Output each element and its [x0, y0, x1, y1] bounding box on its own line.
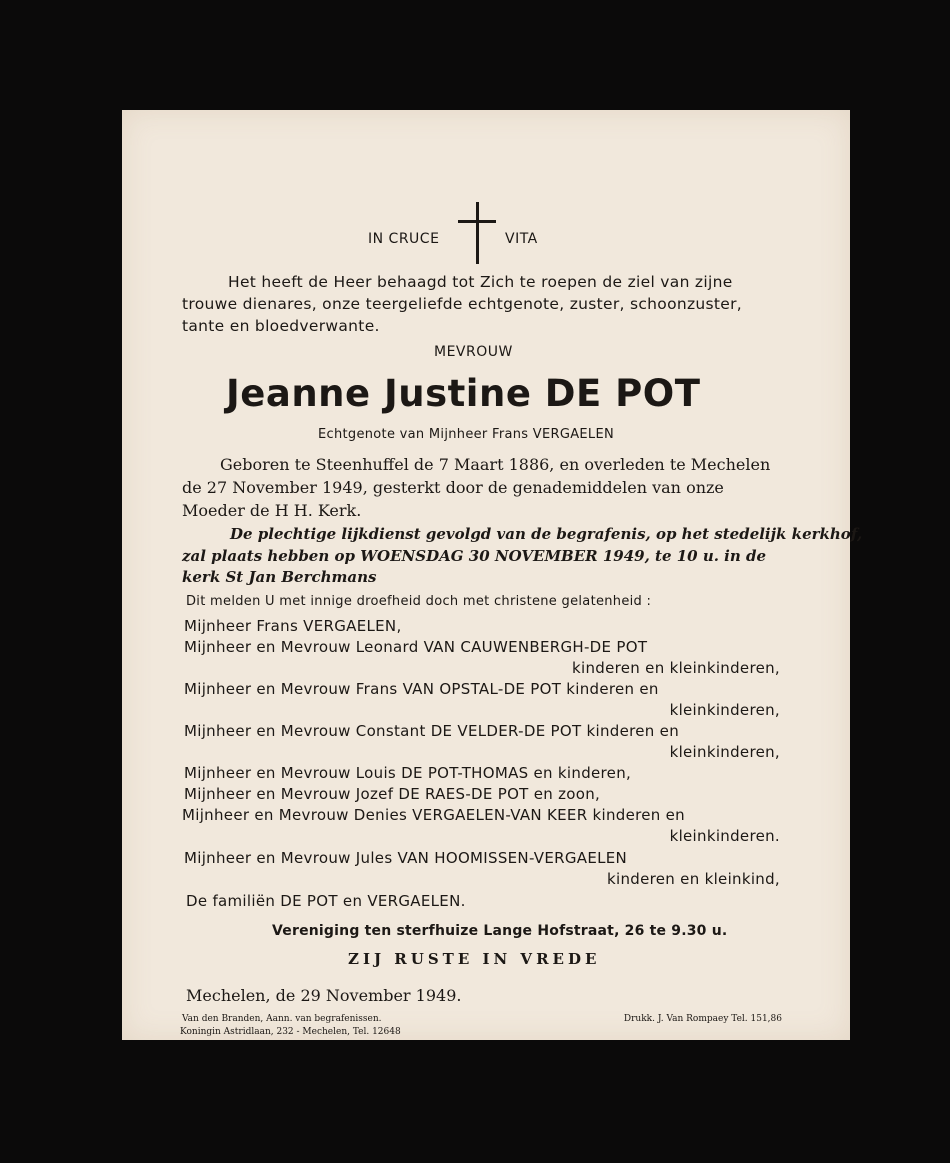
- family-line: Mijnheer Frans VERGAELEN,: [184, 617, 402, 635]
- family-line: kleinkinderen,: [669, 701, 780, 719]
- funeral-line-1: De plechtige lijkdienst gevolgd van de begrafenis, op het stedelijk kerkhof,: [230, 525, 863, 543]
- spouse-line: Echtgenote van Mijnheer Frans VERGAELEN: [318, 427, 614, 442]
- family-line: Mijnheer en Mevrouw Jozef DE RAES-DE POT en zoon,: [184, 785, 601, 803]
- family-line: Mijnheer en Mevrouw Louis DE POT-THOMAS en kinderen,: [184, 764, 632, 782]
- cross-icon-bar: [458, 220, 496, 223]
- footer-undertaker-line-1: Van den Branden, Aann. van begrafenissen.: [182, 1014, 382, 1024]
- announcement: Dit melden U met innige droefheid doch met christene gelatenheid :: [186, 594, 652, 609]
- family-line: kleinkinderen,: [669, 743, 780, 761]
- birth-death-line-2: de 27 November 1949, gesterkt door de genademiddelen van onze: [182, 478, 724, 497]
- gathering-line: Vereniging ten sterfhuize Lange Hofstraat, 26 te 9.30 u.: [272, 923, 728, 939]
- motto-right: VITA: [505, 231, 538, 247]
- closing-blessing: ZIJ RUSTE IN VREDE: [348, 950, 601, 968]
- footer-undertaker-line-2: Koningin Astridlaan, 232 - Mechelen, Tel. 12648: [180, 1027, 401, 1037]
- family-line: Mijnheer en Mevrouw Jules VAN HOOMISSEN-VERGAELEN: [184, 849, 628, 867]
- mourning-card: [122, 110, 863, 1040]
- deceased-name: Jeanne Justine DE POT: [226, 372, 701, 415]
- family-line: Mijnheer en Mevrouw Leonard VAN CAUWENBERGH-DE POT: [184, 638, 648, 656]
- motto-left: IN CRUCE: [368, 231, 440, 247]
- family-line: kleinkinderen.: [669, 827, 780, 845]
- cross-icon: [476, 202, 479, 264]
- family-line: Mijnheer en Mevrouw Frans VAN OPSTAL-DE POT kinderen en: [184, 680, 659, 698]
- intro-line-3: tante en bloedverwante.: [182, 317, 380, 335]
- family-line: Mijnheer en Mevrouw Denies VERGAELEN-VAN KEER kinderen en: [182, 806, 685, 824]
- family-line: kinderen en kleinkind,: [607, 870, 780, 888]
- birth-death-line-3: Moeder de H H. Kerk.: [182, 501, 362, 520]
- funeral-line-3: kerk St Jan Berchmans: [182, 568, 377, 586]
- intro-line-2: trouwe dienares, onze teergeliefde echtgenote, zuster, schoonzuster,: [182, 295, 743, 313]
- place-date: Mechelen, de 29 November 1949.: [186, 986, 462, 1005]
- family-line: Mijnheer en Mevrouw Constant DE VELDER-DE POT kinderen en: [184, 722, 680, 740]
- family-line: kinderen en kleinkinderen,: [572, 659, 780, 677]
- intro-line-1: Het heeft de Heer behaagd tot Zich te roepen de ziel van zijne: [228, 273, 733, 291]
- funeral-line-2: zal plaats hebben op WOENSDAG 30 NOVEMBER 1949, te 10 u. in de: [182, 547, 767, 565]
- family-line: De familiën DE POT en VERGAELEN.: [186, 892, 466, 910]
- footer-printer: Drukk. J. Van Rompaey Tel. 151,86: [623, 1014, 782, 1024]
- birth-death-line-1: Geboren te Steenhuffel de 7 Maart 1886, en overleden te Mechelen: [220, 455, 771, 474]
- honorific: MEVROUW: [434, 344, 513, 360]
